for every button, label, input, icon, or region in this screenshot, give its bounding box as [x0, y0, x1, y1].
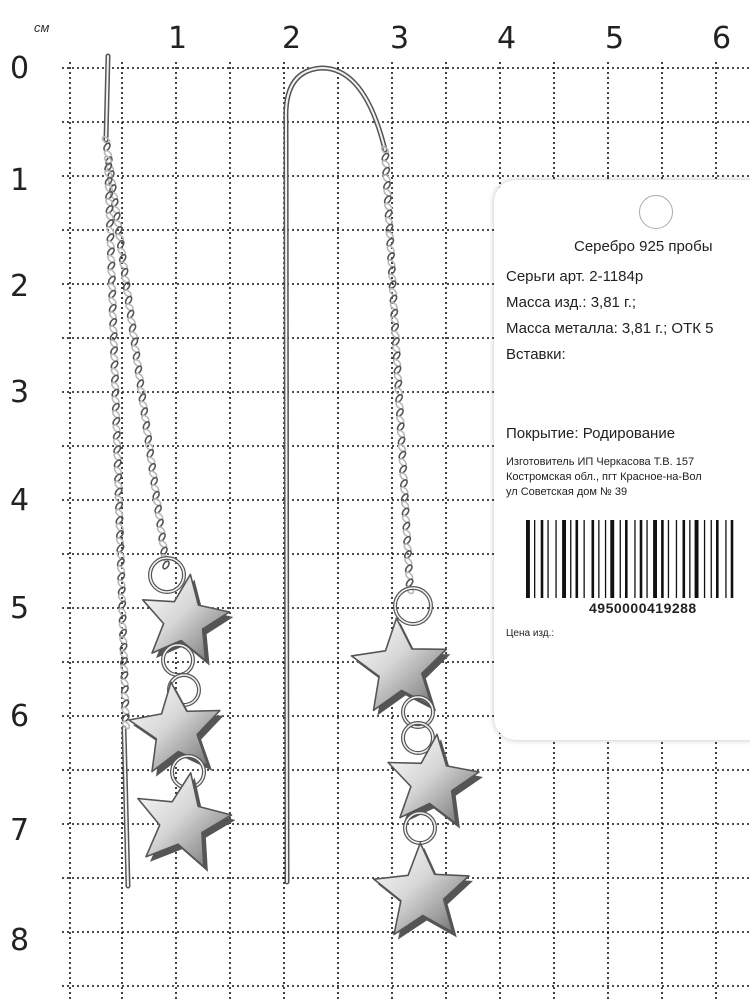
right-chain	[380, 145, 414, 594]
ruler-left-3: 3	[10, 375, 30, 410]
barcode-bar	[668, 520, 669, 598]
barcode-bar	[576, 520, 579, 598]
tag-metal-line: Серебро 925 пробы	[574, 238, 713, 255]
barcode-bar	[625, 520, 628, 598]
barcode-bar	[661, 520, 664, 598]
ruler-left-8: 8	[10, 923, 30, 958]
barcode-bar	[620, 520, 621, 598]
barcode-bar	[534, 520, 535, 598]
barcode-bar	[598, 520, 599, 598]
ruler-left-4: 4	[10, 483, 30, 518]
right-star-2	[388, 734, 479, 823]
tag-price-line: Цена изд.:	[506, 628, 555, 639]
tag-address-line: Костромская обл., пгт Красное-на-Вол	[506, 471, 702, 483]
barcode-bar	[634, 520, 635, 598]
tag-hole	[639, 195, 673, 229]
ruler-top-3: 3	[390, 21, 410, 56]
barcode-bar	[725, 520, 726, 598]
barcode-bar	[704, 520, 705, 598]
barcode-bar	[555, 520, 556, 598]
ruler-top-5: 5	[605, 21, 625, 56]
barcode-bar	[689, 520, 690, 598]
barcode-bar	[653, 520, 657, 598]
tag-metal-weight-line: Масса металла: 3,81 г.; ОТК 5	[506, 320, 714, 337]
barcode-number: 4950000419288	[589, 600, 697, 616]
left-chain-b	[103, 155, 130, 729]
barcode-bar	[592, 520, 595, 598]
barcode-bar	[584, 520, 585, 598]
barcode-bar	[541, 520, 544, 598]
price-tag	[494, 180, 750, 740]
right-threader-loop	[286, 68, 385, 882]
barcode-bar	[716, 520, 719, 598]
barcode-bar	[610, 520, 614, 598]
ruler-top-2: 2	[282, 21, 302, 56]
barcode-bar	[640, 520, 643, 598]
barcode-bar	[683, 520, 686, 598]
ruler-left-5: 5	[10, 591, 30, 626]
barcode-bar	[526, 520, 530, 598]
barcode-bar	[676, 520, 677, 598]
tag-coating-line: Покрытие: Родирование	[506, 425, 676, 442]
ruler-left-6: 6	[10, 699, 30, 734]
barcode-bar	[562, 520, 566, 598]
left-star-3	[138, 773, 232, 867]
tag-item-weight-line: Масса изд.: 3,81 г.;	[506, 294, 637, 311]
barcode-bar	[695, 520, 699, 598]
barcode-bar	[547, 520, 548, 598]
barcode-bar	[731, 520, 734, 598]
ruler-top-1: 1	[168, 21, 188, 56]
ruler-left-7: 7	[10, 813, 30, 848]
tag-maker-line: Изготовитель ИП Черкасова Т.В. 157	[506, 456, 695, 468]
ruler-top-6: 6	[712, 21, 732, 56]
tag-inserts-line: Вставки:	[506, 346, 566, 363]
ruler-top-4: 4	[497, 21, 517, 56]
ruler-left-0: 0	[10, 51, 30, 86]
barcode-bar	[605, 520, 606, 598]
ruler-unit-label: см	[34, 20, 50, 35]
barcode-bar	[711, 520, 712, 598]
barcode-bar	[646, 520, 647, 598]
tag-article-line: Серьги арт. 2-1184р	[506, 268, 644, 285]
star-threader-earrings	[101, 56, 483, 940]
barcode-bar	[570, 520, 571, 598]
tag-street-line: ул Советская дом № 39	[506, 486, 628, 498]
ruler-left-2: 2	[10, 269, 30, 304]
ruler-left-1: 1	[10, 163, 30, 198]
